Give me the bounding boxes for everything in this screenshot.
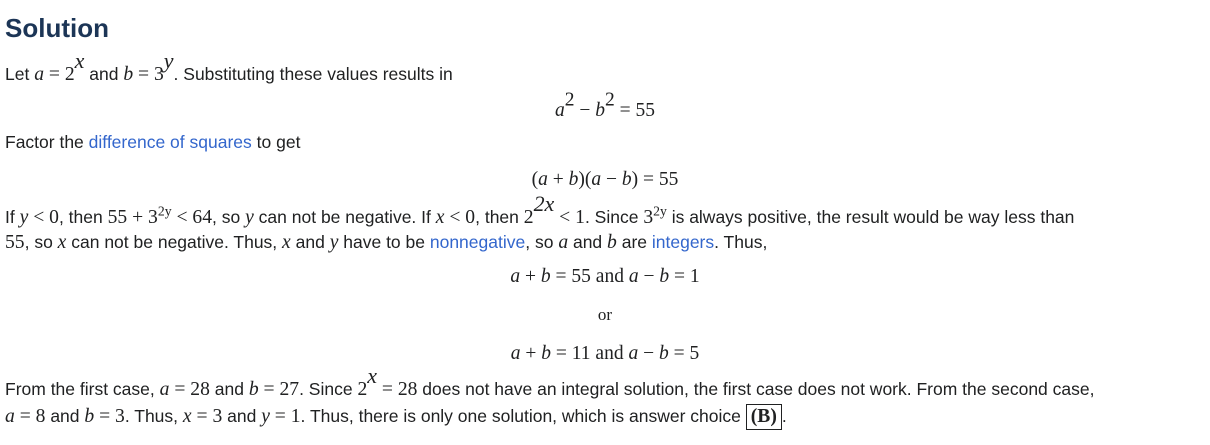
paragraph-cases-line2: a = 8 and b = 3. Thus, x = 3 and y = 1. Thus, there is only one solution, which is answer choice (B) . xyxy=(5,404,787,430)
paragraph-substitution xyxy=(5,48,453,86)
paragraph-factor: Factor the difference of squares to get xyxy=(5,132,301,152)
paragraph-cases-line1: From the first case, a = 28 and b = 27. Since $2^x = 28$ does not have an integral solution, the first case does not work. From the second case, xyxy=(5,363,1095,401)
equation-difference: $a^2 - b^2 = 55$ xyxy=(555,89,655,121)
integers-link[interactable]: integers xyxy=(651,232,715,252)
math-expr: = $3^y$ xyxy=(133,48,174,86)
section-heading: Solution xyxy=(5,13,109,43)
text: . Substituting these values results in xyxy=(173,64,453,85)
difference-of-squares-link[interactable]: difference of squares xyxy=(88,132,252,152)
equation-factored: (a + b)(a − b) = 55 xyxy=(531,169,679,190)
equation-case-1: a + b = 55 and a − b = 1 xyxy=(510,266,700,287)
equation-case-2: a + b = 11 and a − b = 5 xyxy=(510,343,700,364)
paragraph-negativity-line1: If y < 0, then $55 + 3^{2y} < 64$, so y can not be negative. If x < 0, then $2^{2x} < 1$. Since $3^{2y}$ is always positive, the result would be way less than xyxy=(5,191,1075,229)
paragraph-negativity-line2: 55, so x can not be negative. Thus, x and y have to be nonnegative, so a and b are integers. Thus, xyxy=(5,232,768,253)
math-expr: = $2^x$ xyxy=(44,48,85,86)
answer-box: (B) xyxy=(746,404,782,430)
text: and xyxy=(84,64,124,85)
math-var: a xyxy=(34,64,44,86)
text: Let xyxy=(5,64,35,85)
math-var: b xyxy=(123,64,134,86)
nonnegative-link[interactable]: nonnegative xyxy=(429,232,526,252)
or-text: or xyxy=(597,305,613,324)
